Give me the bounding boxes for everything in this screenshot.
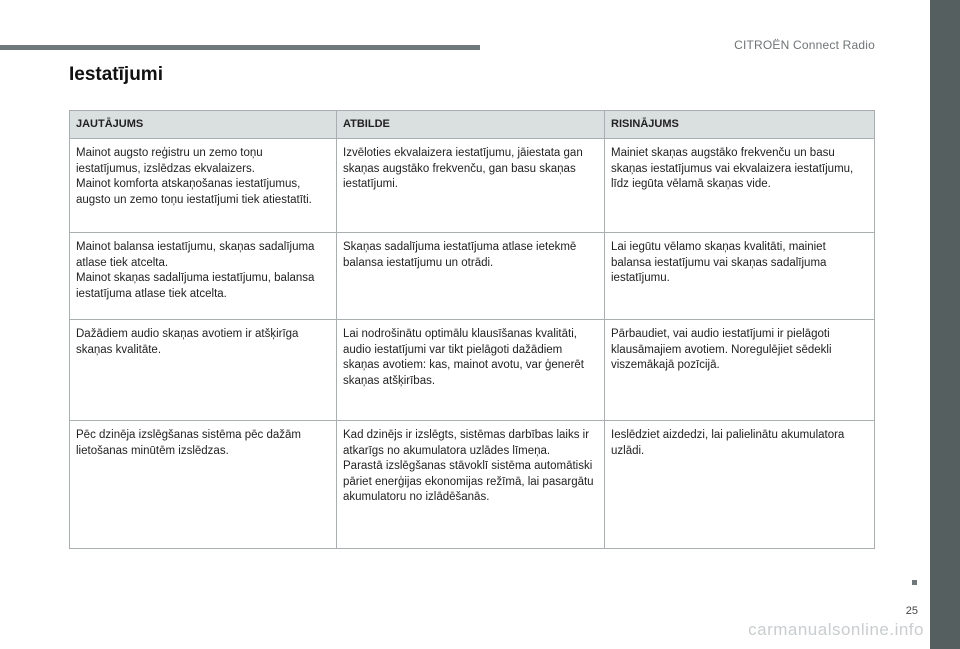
- page-marker: [912, 580, 917, 585]
- cell-text: Dažādiem audio skaņas avotiem ir atšķirīga skaņas kvalitāte.: [76, 328, 299, 356]
- watermark: carmanualsonline.info: [748, 620, 924, 639]
- question-cell: [70, 320, 337, 421]
- troubleshooting-table: [69, 110, 875, 549]
- answer-cell: [337, 320, 605, 421]
- cell-text: Mainot skaņas sadalījuma iestatījumu, balansa iestatījuma atlase tiek atcelta.: [76, 272, 315, 300]
- question-cell: [70, 233, 337, 320]
- table-header-row: [70, 111, 875, 139]
- page-title: Iestatījumi: [69, 64, 163, 85]
- cell-text: Mainot augsto reģistru un zemo toņu iestatījumus, izslēdzas ekvalaizers.: [76, 147, 263, 175]
- header-brand: CITROËN Connect Radio: [734, 38, 875, 52]
- answer-cell: [337, 421, 605, 549]
- cell-text: Parastā izslēgšanas stāvoklī sistēma automātiski pāriet enerģijas ekonomijas režīmā, lai pasargātu akumulatoru no izlādēšanās.: [343, 460, 594, 503]
- cell-text: Lai nodrošinātu optimālu klausīšanas kvalitāti, audio iestatījumi var tikt pielāgoti dažādiem skaņas avotiem: kas, mainot avotu, var ģenerēt skaņas atšķirības.: [343, 328, 584, 387]
- table-row: [70, 139, 875, 233]
- cell-text: Skaņas sadalījuma iestatījuma atlase ietekmē balansa iestatījumu un otrādi.: [343, 241, 577, 269]
- table-row: [70, 233, 875, 320]
- cell-text: Pārbaudiet, vai audio iestatījumi ir pielāgoti klausāmajiem avotiem. Noregulējiet sēdekli viszemākajā pozīcijā.: [611, 328, 832, 371]
- header-rule: [0, 45, 480, 50]
- solution-cell: [605, 233, 875, 320]
- cell-text: Ieslēdziet aizdedzi, lai palielinātu akumulatora uzlādi.: [611, 429, 845, 457]
- header-question: JAUTĀJUMS: [70, 111, 337, 139]
- cell-text: Mainot komforta atskaņošanas iestatījumus, augsto un zemo toņu iestatījumi tiek atiestatīti.: [76, 178, 312, 206]
- answer-cell: [337, 233, 605, 320]
- question-cell: [70, 139, 337, 233]
- cell-text: Pēc dzinēja izslēgšanas sistēma pēc dažām lietošanas minūtēm izslēdzas.: [76, 429, 302, 457]
- solution-cell: [605, 421, 875, 549]
- question-cell: [70, 421, 337, 549]
- solution-cell: [605, 320, 875, 421]
- table-row: [70, 320, 875, 421]
- answer-cell: [337, 139, 605, 233]
- page-number: 25: [905, 605, 918, 617]
- cell-text: Izvēloties ekvalaizera iestatījumu, jāiestata gan skaņas augstāko frekvenču, gan basu skaņas iestatījumi.: [343, 147, 583, 190]
- table-row: [70, 421, 875, 549]
- header-solution: RISINĀJUMS: [605, 111, 875, 139]
- cell-text: Mainiet skaņas augstāko frekvenču un basu skaņas iestatījumus vai ekvalaizera iestatījumu, līdz iegūta vēlamā skaņas vide.: [611, 147, 854, 190]
- cell-text: Kad dzinējs ir izslēgts, sistēmas darbības laiks ir atkarīgs no akumulatora uzlādes līmeņa.: [343, 429, 590, 457]
- solution-cell: [605, 139, 875, 233]
- header-answer: ATBILDE: [337, 111, 605, 139]
- side-band: [930, 0, 960, 649]
- cell-text: Mainot balansa iestatījumu, skaņas sadalījuma atlase tiek atcelta.: [76, 241, 315, 269]
- cell-text: Lai iegūtu vēlamo skaņas kvalitāti, mainiet balansa iestatījumu vai skaņas sadalījuma iestatījumu.: [611, 241, 827, 284]
